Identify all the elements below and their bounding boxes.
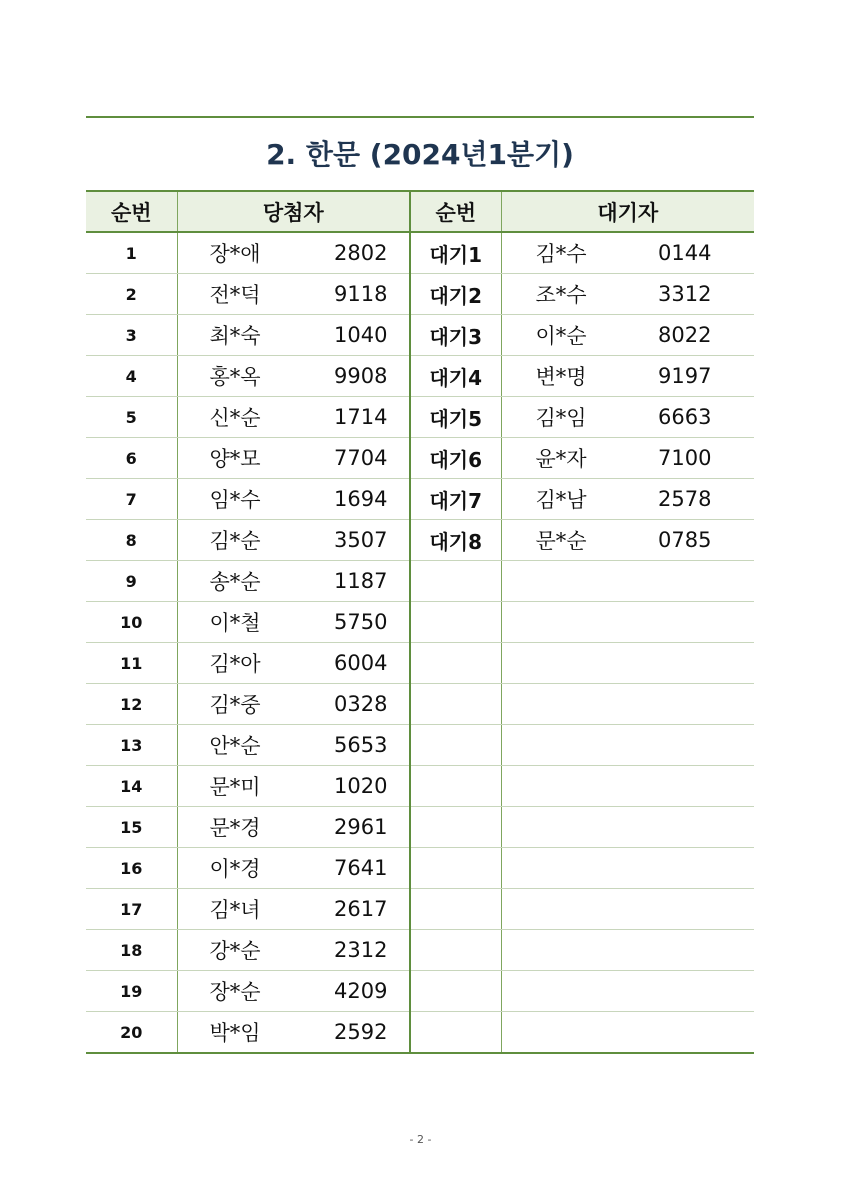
winner-name: 강*순 [177,930,269,971]
header-waitlist: 대기자 [501,191,754,232]
waitlist-name [501,643,594,684]
row-number: 3 [86,315,177,356]
waitlist-number: 대기7 [410,479,501,520]
winner-number: 7704 [269,438,410,479]
page-title: 2. 한문 (2024년1분기) [266,138,574,171]
winner-name: 신*순 [177,397,269,438]
waitlist-number: 대기3 [410,315,501,356]
table-row [86,356,754,397]
winner-name: 양*모 [177,438,269,479]
row-number: 17 [86,889,177,930]
winner-number: 1187 [269,561,410,602]
waitlist-name: 문*순 [501,520,594,561]
row-number: 11 [86,643,177,684]
winner-number: 7641 [269,848,410,889]
row-number: 1 [86,232,177,274]
waitlist-name [501,602,594,643]
waitlist-name [501,889,594,930]
winner-name: 문*미 [177,766,269,807]
waitlist-id: 9197 [594,356,754,397]
waitlist-number: 대기6 [410,438,501,479]
winner-name: 김*순 [177,520,269,561]
winner-number: 1040 [269,315,410,356]
waitlist-number [410,602,501,643]
page-number: - 2 - [409,1133,432,1146]
winner-number: 5750 [269,602,410,643]
winner-name: 장*애 [177,232,269,274]
waitlist-number [410,930,501,971]
lottery-table [86,190,754,1054]
table-body [86,232,754,1053]
waitlist-number [410,561,501,602]
waitlist-number [410,848,501,889]
waitlist-id [594,848,754,889]
table-row [86,479,754,520]
row-number: 15 [86,807,177,848]
waitlist-number: 대기4 [410,356,501,397]
waitlist-id: 8022 [594,315,754,356]
header-winners: 당첨자 [177,191,410,232]
table-row [86,397,754,438]
winner-number: 2592 [269,1012,410,1054]
row-number: 7 [86,479,177,520]
table-row [86,725,754,766]
waitlist-id [594,602,754,643]
winner-name: 안*순 [177,725,269,766]
winner-number: 6004 [269,643,410,684]
waitlist-id [594,766,754,807]
table-row [86,971,754,1012]
waitlist-number [410,807,501,848]
winner-number: 1694 [269,479,410,520]
waitlist-number [410,1012,501,1054]
waitlist-name: 윤*자 [501,438,594,479]
waitlist-number: 대기1 [410,232,501,274]
row-number: 13 [86,725,177,766]
table-row [86,315,754,356]
row-number: 9 [86,561,177,602]
waitlist-name [501,1012,594,1054]
winner-number: 2312 [269,930,410,971]
waitlist-name [501,930,594,971]
waitlist-number [410,971,501,1012]
waitlist-id [594,643,754,684]
row-number: 19 [86,971,177,1012]
row-number: 4 [86,356,177,397]
row-number: 5 [86,397,177,438]
table-row [86,848,754,889]
waitlist-number [410,889,501,930]
winner-number: 4209 [269,971,410,1012]
winner-name: 장*순 [177,971,269,1012]
winner-name: 김*녀 [177,889,269,930]
waitlist-id [594,561,754,602]
winner-name: 문*경 [177,807,269,848]
winner-number: 2961 [269,807,410,848]
table-row [86,643,754,684]
winner-number: 5653 [269,725,410,766]
winner-number: 9908 [269,356,410,397]
winner-number: 2802 [269,232,410,274]
row-number: 10 [86,602,177,643]
waitlist-name [501,684,594,725]
table-row [86,766,754,807]
winner-name: 최*숙 [177,315,269,356]
winner-number: 3507 [269,520,410,561]
waitlist-name: 김*남 [501,479,594,520]
table-row [86,930,754,971]
waitlist-id [594,971,754,1012]
row-number: 12 [86,684,177,725]
row-number: 6 [86,438,177,479]
winner-number: 2617 [269,889,410,930]
table-row [86,438,754,479]
waitlist-id: 7100 [594,438,754,479]
waitlist-name [501,848,594,889]
waitlist-id [594,684,754,725]
header-no: 순번 [86,191,177,232]
row-number: 14 [86,766,177,807]
waitlist-id: 6663 [594,397,754,438]
waitlist-id [594,930,754,971]
waitlist-name [501,766,594,807]
waitlist-id [594,807,754,848]
table-row [86,1012,754,1054]
waitlist-id [594,889,754,930]
waitlist-name: 이*순 [501,315,594,356]
table-header-row [86,191,754,232]
winner-name: 이*경 [177,848,269,889]
waitlist-number [410,684,501,725]
row-number: 16 [86,848,177,889]
waitlist-number [410,725,501,766]
winner-name: 송*순 [177,561,269,602]
waitlist-name: 김*수 [501,232,594,274]
waitlist-id [594,725,754,766]
row-number: 18 [86,930,177,971]
table-row [86,561,754,602]
winner-number: 1714 [269,397,410,438]
table-row [86,602,754,643]
table-row [86,684,754,725]
waitlist-name [501,971,594,1012]
waitlist-number [410,643,501,684]
waitlist-id: 2578 [594,479,754,520]
winner-number: 9118 [269,274,410,315]
waitlist-id: 0785 [594,520,754,561]
waitlist-name [501,807,594,848]
waitlist-name [501,561,594,602]
waitlist-name: 조*수 [501,274,594,315]
lottery-table-wrap [86,190,754,1054]
winner-name: 김*중 [177,684,269,725]
winner-name: 홍*옥 [177,356,269,397]
waitlist-number: 대기8 [410,520,501,561]
winner-name: 김*아 [177,643,269,684]
waitlist-number [410,766,501,807]
waitlist-number: 대기2 [410,274,501,315]
winner-name: 전*덕 [177,274,269,315]
winner-name: 이*철 [177,602,269,643]
waitlist-name: 변*명 [501,356,594,397]
table-row [86,807,754,848]
table-row [86,520,754,561]
row-number: 20 [86,1012,177,1054]
waitlist-name [501,725,594,766]
top-rule [86,116,754,118]
row-number: 2 [86,274,177,315]
row-number: 8 [86,520,177,561]
winner-number: 1020 [269,766,410,807]
waitlist-id: 0144 [594,232,754,274]
winner-number: 0328 [269,684,410,725]
waitlist-number: 대기5 [410,397,501,438]
table-row [86,274,754,315]
header-wait-no: 순번 [410,191,501,232]
winner-name: 임*수 [177,479,269,520]
waitlist-id [594,1012,754,1054]
winner-name: 박*임 [177,1012,269,1054]
table-row [86,889,754,930]
waitlist-name: 김*임 [501,397,594,438]
table-row [86,232,754,274]
waitlist-id: 3312 [594,274,754,315]
